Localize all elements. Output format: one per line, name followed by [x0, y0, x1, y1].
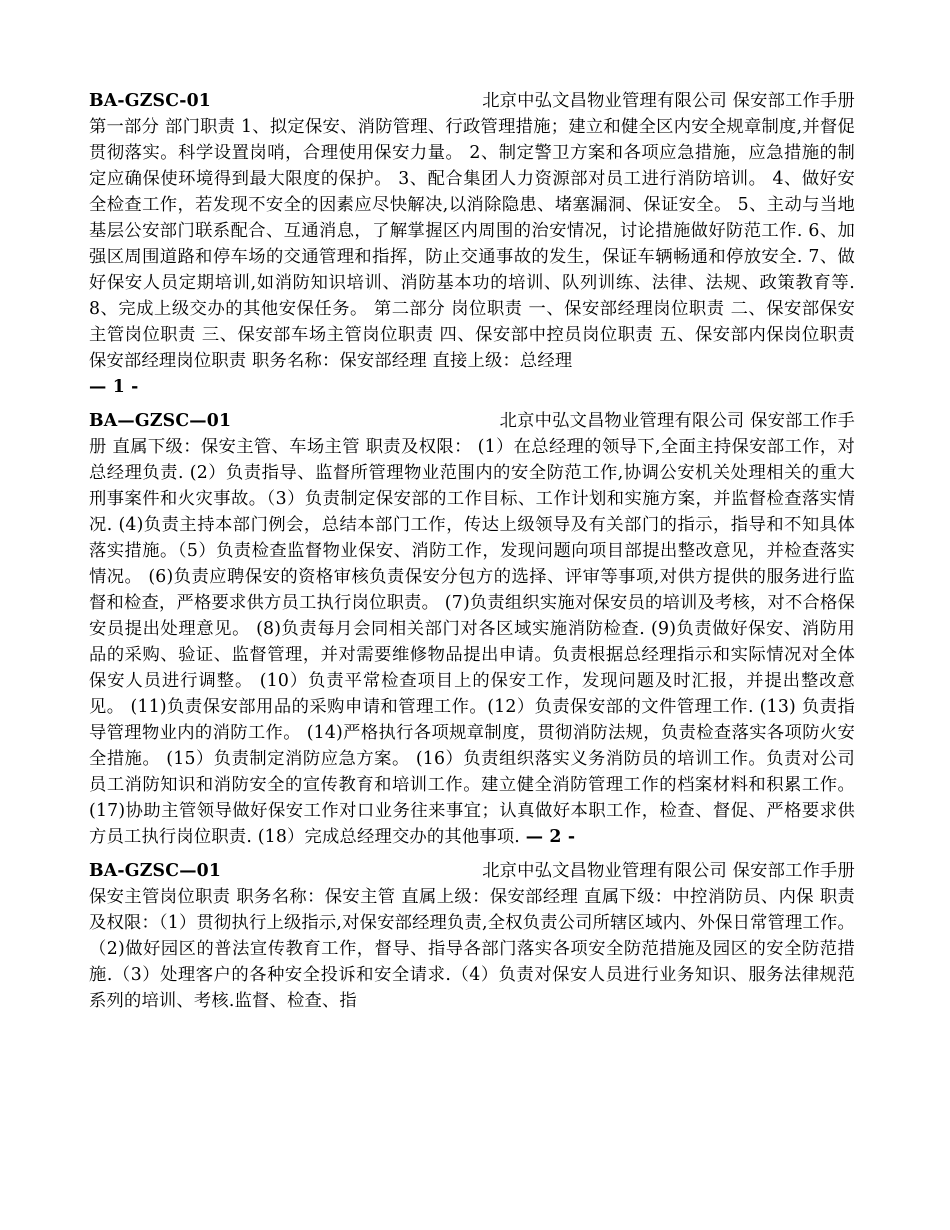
body-paragraph: [89, 884, 855, 1014]
body-paragraph: [89, 434, 855, 850]
section-1: [89, 88, 855, 400]
body-text: 第一部分 部门职责 1、拟定保安、消防管理、行政管理措施；建立和健全区内安全规章制度,并督促贯彻落实。科学设置岗哨，合理使用保安力量。 2、制定警卫方案和各项应急措施，应急措施的制定应确保使环境得到最大限度的保护。 3、配合集团人力资源部对员工进行消防培训。 4、做好安全检查工作，若发现不安全的因素应尽快解决,以消除隐患、堵塞漏洞、保证安全。 5、主动与当地基层公安部门联系配合、互通消息，了解掌握区内周围的治安情况，讨论措施做好防范工作. 6、加强区周围道路和停车场的交通管理和指挥，防止交通事故的发生，保证车辆畅通和停放安全. 7、做好保安人员定期培训,如消防知识培训、消防基本功的培训、队列训练、法律、法规、政策教育等. 8、完成上级交办的其他安保任务。 第二部分 岗位职责 一、保安部经理岗位职责 二、保安部保安主管岗位职责 三、保安部车场主管岗位职责 四、保安部中控员岗位职责 五、保安部内保岗位职责 保安部经理岗位职责 职务名称：保安部经理 直接上级：总经理: [89, 117, 855, 371]
page-number: — 1 -: [89, 377, 139, 397]
body-paragraph: [89, 114, 855, 374]
company-title: 北京中弘文昌物业管理有限公司 保安部工作手册: [482, 861, 855, 881]
document-code: BA-GZSC-01: [89, 91, 212, 111]
body-text: 册 直属下级：保安主管、车场主管 职责及权限： (1）在总经理的领导下,全面主持保安部工作，对总经理负责. (2）负责指导、监督所管理物业范围内的安全防范工作,协调公安机关处理相关的重大刑事案件和火灾事故。（3）负责制定保安部的工作目标、工作计划和实施方案，并监督检查落实情况. (4)负责主持本部门例会，总结本部门工作，传达上级领导及有关部门的指示，指导和不知具体落实措施。（5）负责检查监督物业保安、消防工作，发现问题向项目部提出整改意见，并检查落实情况。 (6)负责应聘保安的资格审核负责保安分包方的选择、评审等事项,对供方提供的服务进行监督和检查，严格要求供方员工执行岗位职责。 (7)负责组织实施对保安员的培训及考核，对不合格保安员提出处理意见。 (8)负责每月会同相关部门对各区域实施消防检查. (9)负责做好保安、消防用品的采购、验证、监督管理，并对需要维修物品提出申请。负责根据总经理指示和实际情况对全体保安人员进行调整。 (10）负责平常检查项目上的保安工作，发现问题及时汇报，并提出整改意见。 (11)负责保安部用品的采购申请和管理工作。(12）负责保安部的文件管理工作. (13) 负责指导管理物业内的消防工作。 (14)严格执行各项规章制度，贯彻消防法规，负责检查落实各项防火安全措施。 (15）负责制定消防应急方案。 (16）负责组织落实义务消防员的培训工作。负责对公司员工消防知识和消防安全的宣传教育和培训工作。建立健全消防管理工作的档案材料和积累工作。(17)协助主管领导做好保安工作对口业务往来事宜；认真做好本职工作，检查、督促、严格要求供方员工执行岗位职责. (18）完成总经理交办的其他事项.: [89, 437, 855, 847]
document-page: [89, 88, 855, 1022]
page-header: [89, 858, 855, 884]
section-3: [89, 858, 855, 1014]
body-text: 保安主管岗位职责 职务名称：保安主管 直属上级：保安部经理 直属下级：中控消防员、内保 职责及权限：（1）贯彻执行上级指示,对保安部经理负责,全权负责公司所辖区域内、外保日常管理工作。（2)做好园区的普法宣传教育工作，督导、指导各部门落实各项安全防范措施及园区的安全防范措施.（3）处理客户的各种安全投诉和安全请求.（4）负责对保安人员进行业务知识、服务法律规范系列的培训、考核.监督、检查、指: [89, 887, 855, 1011]
page-header: [89, 408, 855, 434]
document-code: BA-GZSC—01: [89, 861, 222, 881]
company-title: 北京中弘文昌物业管理有限公司 保安部工作手: [499, 411, 855, 431]
page-number: — 2 -: [525, 827, 576, 847]
page-header: [89, 88, 855, 114]
company-title: 北京中弘文昌物业管理有限公司 保安部工作手册: [482, 91, 855, 111]
document-code: BA—GZSC—01: [89, 411, 232, 431]
section-2: [89, 408, 855, 850]
